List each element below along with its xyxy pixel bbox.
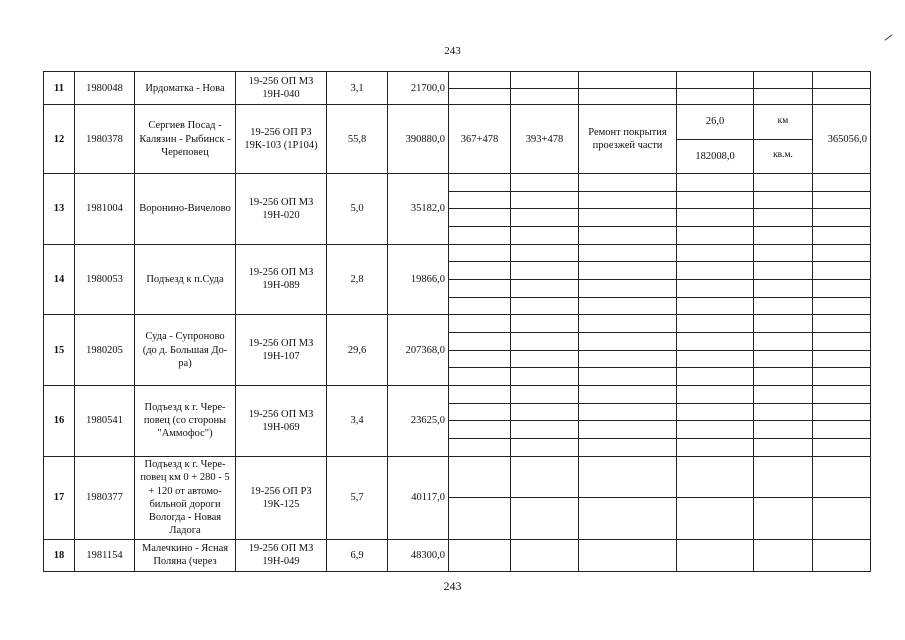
page-number-bottom: 243 [443,579,462,593]
road-id [236,244,327,315]
repair-qty-km: 26,0 [677,105,754,139]
road-id [236,72,327,105]
road-id [236,456,327,539]
row-number: 16 [44,385,75,456]
road-id [236,105,327,174]
road-id-line2: 19К-103 (1Р104) [244,140,318,152]
road-name: Подъезд к п.Суда [135,244,236,315]
road-code: 1980053 [75,244,135,315]
road-code: 1980378 [75,105,135,174]
table-row [44,173,871,191]
repair-work: Ремонт покрытия проезжей части [579,105,677,174]
table-row [44,72,871,89]
table-row [44,385,871,403]
road-name: Малечкино - Ясная Поляна (через [135,539,236,571]
road-cost: 48300,0 [388,539,449,571]
road-code: 1980048 [75,72,135,105]
road-name: Ирдоматка - Нова [135,72,236,105]
road-id-line2: 19Н-040 [262,89,300,101]
road-id [236,385,327,456]
road-id-line2: 19Н-069 [262,421,300,433]
road-name: Подъезд к г. Чере-повец км 0 + 280 - 5 + 120 от автомо-бильной дороги Вологда - Новая Ладога [135,456,236,539]
scan-edge-mark [885,34,893,40]
road-id-line1: 19-256 ОП МЗ [248,543,314,555]
road-name: Подъезд к г. Чере-повец (со стороны "Аммофос") [135,385,236,456]
road-length: 2,8 [327,244,388,315]
row-number: 12 [44,105,75,174]
road-id [236,315,327,386]
road-cost: 19866,0 [388,244,449,315]
road-id-line2: 19К-125 [262,498,300,510]
road-length: 55,8 [327,105,388,174]
road-cost: 207368,0 [388,315,449,386]
row-number: 11 [44,72,75,105]
road-cost: 40117,0 [388,456,449,539]
table-row [44,244,871,262]
table-row [44,105,871,139]
road-name: Суда - Супроново (до д. Большая До-ра) [135,315,236,386]
road-cost: 23625,0 [388,385,449,456]
row-number: 13 [44,173,75,244]
road-id [236,539,327,571]
road-id-line1: 19-256 ОП МЗ [248,267,314,279]
road-id [236,173,327,244]
road-cost: 390880,0 [388,105,449,174]
road-id-line2: 19Н-089 [262,280,300,292]
page-number-top: 243 [444,45,461,57]
road-id-line1: 19-256 ОП МЗ [248,76,314,88]
roads-table [43,71,871,572]
road-id-line1: 19-256 ОП МЗ [248,338,314,349]
road-length: 3,1 [327,72,388,105]
road-id-line1: 19-256 ОП РЗ [250,126,312,138]
road-code: 1980541 [75,385,135,456]
road-length: 29,6 [327,315,388,386]
row-number: 18 [44,539,75,571]
road-id-line2: 19Н-107 [262,351,300,363]
repair-unit-km: км [754,105,813,139]
table-row [44,315,871,333]
row-number: 15 [44,315,75,386]
table-row [44,539,871,571]
road-name: Сергиев Посад - Калязин - Рыбинск - Череповец [135,105,236,174]
road-code: 1980377 [75,456,135,539]
road-cost: 35182,0 [388,173,449,244]
repair-end: 393+478 [511,105,579,174]
repair-qty-sqm: 182008,0 [677,139,754,173]
road-code: 1981154 [75,539,135,571]
repair-total: 365056,0 [813,105,871,174]
road-code: 1981004 [75,173,135,244]
road-name: Воронино-Вичелово [135,173,236,244]
row-number: 17 [44,456,75,539]
road-id-line1: 19-256 ОП МЗ [248,408,314,420]
road-cost: 21700,0 [388,72,449,105]
repair-unit-sqm: кв.м. [754,139,813,173]
road-id-line1: 19-256 ОП РЗ [250,485,312,497]
road-length: 6,9 [327,539,388,571]
row-number: 14 [44,244,75,315]
table-row [44,456,871,497]
repair-start: 367+478 [449,105,511,174]
road-id-line1: 19-256 ОП МЗ [248,196,314,208]
road-length: 5,7 [327,456,388,539]
road-id-line2: 19Н-020 [262,209,300,221]
road-code: 1980205 [75,315,135,386]
road-length: 3,4 [327,385,388,456]
road-length: 5,0 [327,173,388,244]
road-id-line2: 19Н-049 [262,556,300,568]
